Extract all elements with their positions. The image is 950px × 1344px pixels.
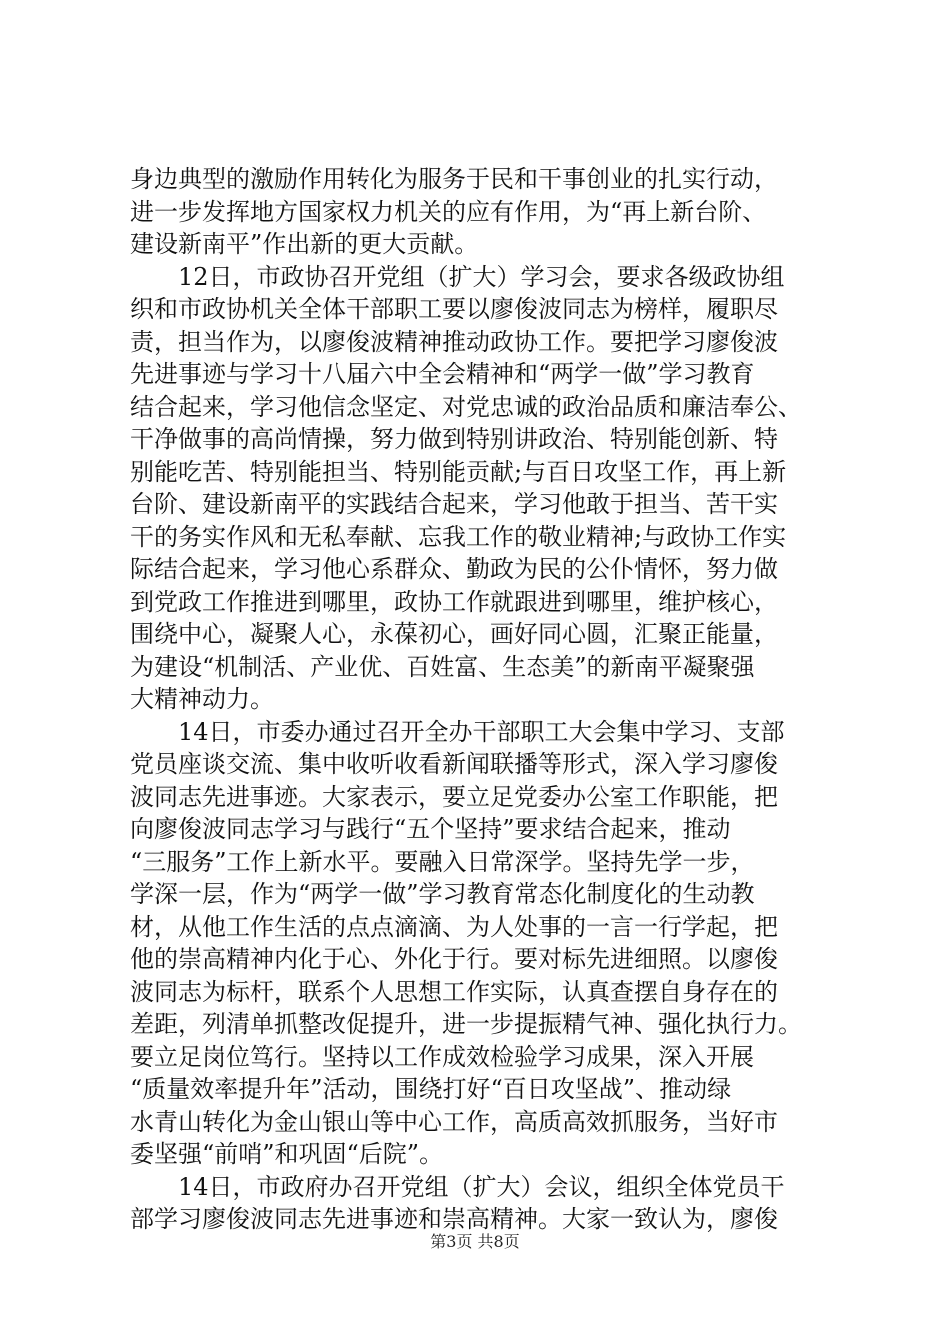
text-line: 建设新南平”作出新的更大贡献。 (130, 230, 479, 258)
text-line: 差距，列清单抓整改促提升，进一步提振精气神、强化执行力。 (130, 1010, 802, 1038)
paragraph-start-line: 12日，市政协召开党组（扩大）学习会，要求各级政协组 (178, 262, 785, 291)
text-line: “质量效率提升年”活动，围绕打好“百日攻坚战”、推动绿 (130, 1075, 732, 1103)
text-line: 材，从他工作生活的点点滴滴、为人处事的一言一行学起，把 (130, 912, 778, 941)
text-line: 先进事迹与学习十八届六中全会精神和“两学一做”学习教育 (130, 360, 755, 388)
text-line: 别能吃苦、特别能担当、特别能贡献;与百日攻坚工作，再上新 (130, 457, 787, 486)
text-line: 他的崇高精神内化于心、外化于行。要对标先进细照。以廖俊 (130, 945, 778, 973)
text-line: 向廖俊波同志学习与践行“五个坚持”要求结合起来，推动 (130, 815, 731, 843)
text-line: 部学习廖俊波同志先进事迹和崇高精神。大家一致认为，廖俊 (130, 1205, 778, 1233)
text-line: 学深一层，作为“两学一做”学习教育常态化制度化的生动教 (130, 880, 755, 908)
text-line: 要立足岗位笃行。坚持以工作成效检验学习成果，深入开展 (130, 1042, 754, 1071)
page-number-footer: 第3页 共8页 (430, 1232, 520, 1251)
text-line: 责，担当作为，以廖俊波精神推动政协工作。要把学习廖俊波 (130, 327, 778, 356)
text-line: 为建设“机制活、产业优、百姓富、生态美”的新南平凝聚强 (130, 652, 755, 681)
text-line: 身边典型的激励作用转化为服务于民和干事创业的扎实行动， (130, 165, 778, 193)
text-line: 进一步发挥地方国家权力机关的应有作用，为“再上新台阶、 (130, 197, 767, 226)
text-line: 波同志为标杆，联系个人思想工作实际，认真查摆自身存在的 (130, 977, 778, 1006)
paragraph-start-line: 14日，市委办通过召开全办干部职工大会集中学习、支部 (178, 717, 785, 746)
text-line: 际结合起来，学习他心系群众、勤政为民的公仆情怀，努力做 (130, 555, 778, 583)
text-line: 水青山转化为金山银山等中心工作，高质高效抓服务，当好市 (130, 1107, 778, 1136)
text-line: 大精神动力。 (130, 685, 274, 713)
paragraph-start-line: 14日，市政府办召开党组（扩大）会议，组织全体党员干 (178, 1172, 785, 1201)
text-line: 干的务实作风和无私奉献、忘我工作的敬业精神;与政协工作实 (130, 522, 787, 551)
text-line: 织和市政协机关全体干部职工要以廖俊波同志为榜样，履职尽 (130, 295, 778, 323)
text-line: 党员座谈交流、集中收听收看新闻联播等形式，深入学习廖俊 (130, 750, 778, 778)
document-body (130, 163, 830, 1236)
text-line: 干净做事的高尚情操，努力做到特别讲政治、特别能创新、特 (130, 425, 778, 453)
text-line: 到党政工作推进到哪里，政协工作就跟进到哪里，维护核心， (130, 587, 778, 616)
text-line: 委坚强“前哨”和巩固“后院”。 (130, 1140, 444, 1168)
text-line: “三服务”工作上新水平。要融入日常深学。坚持先学一步， (130, 847, 755, 876)
text-line: 台阶、建设新南平的实践结合起来，学习他敢于担当、苦干实 (130, 490, 778, 518)
text-line: 围绕中心，凝聚人心，永葆初心，画好同心圆，汇聚正能量， (130, 620, 778, 648)
text-line: 结合起来，学习他信念坚定、对党忠诚的政治品质和廉洁奉公、 (130, 392, 802, 421)
text-line: 波同志先进事迹。大家表示，要立足党委办公室工作职能，把 (130, 782, 778, 811)
